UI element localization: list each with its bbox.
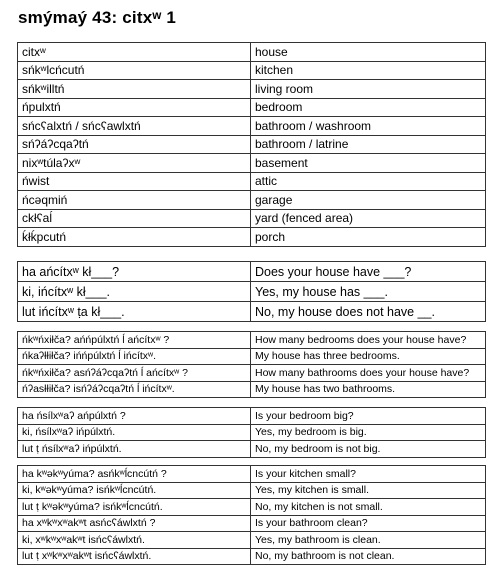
salish-term-cell: ḱłḱpcutń [18, 228, 251, 247]
english-translation-cell: How many bedrooms does your house have? [251, 332, 486, 349]
vocabulary-table [17, 42, 486, 247]
size-phrases-rows [18, 408, 486, 458]
english-translation-cell: Yes, my bedroom is big. [251, 424, 486, 441]
english-translation-cell: kitchen [251, 61, 486, 80]
salish-term-cell: lut ińcítxʷ ṭa kł___. [18, 302, 251, 322]
table-row [18, 282, 486, 302]
salish-term-cell: sńʔáʔcqaʔtń [18, 135, 251, 154]
vocabulary-rows [18, 43, 486, 247]
table-row [18, 117, 486, 136]
table-row [18, 43, 486, 62]
salish-term-cell: ha kʷəkʷyúma? asńkʷĺcncútń ? [18, 466, 251, 483]
salish-term-cell: ki, xʷkʷxʷakʷt isńcʕáwlxtń. [18, 532, 251, 549]
table-row [18, 408, 486, 425]
english-translation-cell: Yes, my house has ___. [251, 282, 486, 302]
english-translation-cell: yard (fenced area) [251, 209, 486, 228]
english-translation-cell: My house has three bedrooms. [251, 348, 486, 365]
salish-term-cell: nixʷtúlaʔxʷ [18, 154, 251, 173]
table-row [18, 348, 486, 365]
table-row [18, 499, 486, 516]
english-translation-cell: My house has two bathrooms. [251, 381, 486, 398]
salish-term-cell: sńkʷilltń [18, 80, 251, 99]
count-phrases-table [17, 331, 486, 398]
size-phrases-table [17, 407, 486, 458]
salish-term-cell: lut ṭ kʷəkʷyúma? isńkʷĺcncútń. [18, 499, 251, 516]
table-row [18, 365, 486, 382]
table-row [18, 172, 486, 191]
salish-term-cell: ńʔasłłiłča? isńʔáʔcqaʔtń ĺ ińcítxʷ. [18, 381, 251, 398]
salish-term-cell: ńwist [18, 172, 251, 191]
condition-phrases-rows [18, 466, 486, 565]
table-row [18, 98, 486, 117]
table-row [18, 332, 486, 349]
english-translation-cell: bathroom / latrine [251, 135, 486, 154]
table-row [18, 228, 486, 247]
english-translation-cell: How many bathrooms does your house have? [251, 365, 486, 382]
english-translation-cell: attic [251, 172, 486, 191]
english-translation-cell: garage [251, 191, 486, 210]
english-translation-cell: No, my house does not have __. [251, 302, 486, 322]
salish-term-cell: citxʷ [18, 43, 251, 62]
table-row [18, 441, 486, 458]
english-translation-cell: No, my bedroom is not big. [251, 441, 486, 458]
table-row [18, 381, 486, 398]
table-row [18, 515, 486, 532]
table-row [18, 532, 486, 549]
english-translation-cell: bedroom [251, 98, 486, 117]
english-translation-cell: Is your bathroom clean? [251, 515, 486, 532]
salish-term-cell: ki, kʷəkʷyúma? isńkʷĺcncútń. [18, 482, 251, 499]
salish-term-cell: ki, ńsílxʷaʔ ińpúlxtń. [18, 424, 251, 441]
table-row [18, 135, 486, 154]
condition-phrases-table [17, 465, 486, 565]
salish-term-cell: sńcʕalxtń / sńcʕawlxtń [18, 117, 251, 136]
table-row [18, 302, 486, 322]
english-translation-cell: No, my kitchen is not small. [251, 499, 486, 516]
english-translation-cell: Yes, my bathroom is clean. [251, 532, 486, 549]
english-translation-cell: Is your bedroom big? [251, 408, 486, 425]
table-row [18, 424, 486, 441]
table-row [18, 61, 486, 80]
table-row [18, 154, 486, 173]
english-translation-cell: Does your house have ___? [251, 262, 486, 282]
salish-term-cell: ńpulxtń [18, 98, 251, 117]
have-phrases-rows [18, 262, 486, 322]
english-translation-cell: Is your kitchen small? [251, 466, 486, 483]
table-row [18, 209, 486, 228]
table-row [18, 466, 486, 483]
english-translation-cell: No, my bathroom is not clean. [251, 548, 486, 565]
salish-term-cell: ha ńsílxʷaʔ ańpúlxtń ? [18, 408, 251, 425]
salish-term-cell: sńkʷlcńcutń [18, 61, 251, 80]
salish-term-cell: ńkʷńxiłča? ańńpúlxtń ĺ ańcítxʷ ? [18, 332, 251, 349]
table-row [18, 482, 486, 499]
english-translation-cell: basement [251, 154, 486, 173]
table-row [18, 80, 486, 99]
table-row [18, 262, 486, 282]
salish-term-cell: ha xʷkʷxʷakʷt asńcʕáwlxtń ? [18, 515, 251, 532]
english-translation-cell: bathroom / washroom [251, 117, 486, 136]
salish-term-cell: ki, ińcítxʷ kł___. [18, 282, 251, 302]
table-row [18, 548, 486, 565]
english-translation-cell: Yes, my kitchen is small. [251, 482, 486, 499]
salish-term-cell: ha ańcítxʷ kł___? [18, 262, 251, 282]
salish-term-cell: lut ṭ ńsílxʷaʔ ińpúlxtń. [18, 441, 251, 458]
salish-term-cell: lut ṭ xʷkʷxʷakʷt isńcʕáwlxtń. [18, 548, 251, 565]
have-phrases-table [17, 261, 486, 322]
page-title: smýmaý 43: citxʷ 1 [18, 8, 177, 27]
english-translation-cell: porch [251, 228, 486, 247]
english-translation-cell: house [251, 43, 486, 62]
salish-term-cell: ńkʷńxiłča? asńʔáʔcqaʔtń ĺ ańcítxʷ ? [18, 365, 251, 382]
salish-term-cell: ńkaʔłłiłča? ińńpúlxtń ĺ ińcítxʷ. [18, 348, 251, 365]
count-phrases-rows [18, 332, 486, 398]
table-row [18, 191, 486, 210]
english-translation-cell: living room [251, 80, 486, 99]
salish-term-cell: ńcəqmiń [18, 191, 251, 210]
salish-term-cell: ckłʕaĺ [18, 209, 251, 228]
